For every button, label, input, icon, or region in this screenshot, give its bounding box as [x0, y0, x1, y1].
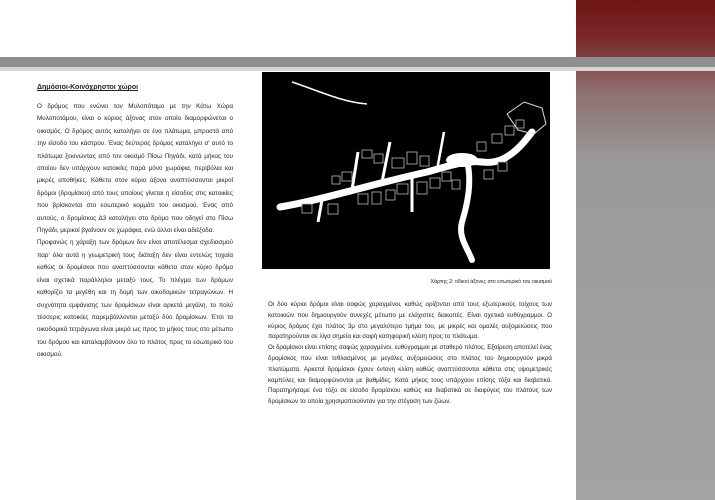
right-text-column: [268, 300, 552, 408]
plateau: [446, 153, 478, 167]
road-map-drawing: [262, 72, 550, 269]
right-paragraph-1: Οι δύο κύριοι δρόμοι είναι σαφώς χαραγμένοι, καθώς ορίζονται από τους εξωτερικούς τοίχους των κατοικιών που δημιουργούν συνεχές μέτωπο με ελάχιστες διακοπές. Είναι σχετικά ευθύγραμμοι. Ο κύριος δρόμος έχει πλάτος 3μ στο μεγαλύτερο τμήμα του, με μικρές και ομαλές αυξομειώσεις που παρατηρούνται σε λίγα σημεία και σαφή κατηφορική κλίση προς το πλάτωμα.: [268, 301, 552, 341]
header-divider-bar: [0, 57, 715, 67]
right-paragraph-2: Οι δρομίσκοι είναι επίσης σαφώς χαραγμένοι, ευθύγραμμοι με σταθερό πλάτος. Εξαίρεση αποτελεί ένας δρομίσκος που είναι τεθλασμένος με μεγάλες αυξομειώσεις στο πλάτος του δημιουργούν μικρά πλατώματα. Αρκετοί δρομίσκοι έχουν έντονη κλίση καθώς αναπτύσσονται κάθετα στις υψομετρικές καμπύλες και διαμορφώνονται με βαθμίδες. Κατά μήκος τους υπάρχουν επίσης τόξα και διαβατικά. Παρατηρήσαμε ένα τόξο σε είσοδο δρομίσκου καθώς και διαβατικά σε διαφύγεις του πλάτους των δρομίσκων τα οποία χρησιμοποιούνταν για την στέγαση των ζώων.: [268, 344, 552, 406]
decorative-side-band: [576, 0, 715, 500]
section-heading: Δημόσιοι-Κοινόχρηστοι χώροι: [37, 84, 139, 91]
header-divider-shadow: [0, 67, 715, 71]
left-text-column: [37, 84, 233, 362]
map-caption: Χάρτης 2: οδικοί άξονες στο εσωτερικό του οικισμού: [430, 279, 552, 285]
left-paragraph-2: Προφανώς η χάραξη των δρόμων δεν είναι αποτέλεσμα σχεδιασμού παρ' όλα αυτά η γεωμετρική τους διάταξη δεν είναι εντελώς τυχαία καθώς οι δρομίσκοι που αναπτύσσονται κάθετα στον κύριο δρόμο είναι σχετικά παράλληλοι μεταξύ τους. Το πλέγμα των δρόμων καθορίζει τα μεγέθη και τη δομή των οικοδομικών τετραγώνων. Η συχνότητα εμφάνισης των δρομίσκων είναι αρκετά μεγάλη, το πολύ τέσσερις κατοικίες παρεμβάλλονται μεταξύ δύο δρομίσκων. Έτσι τα οικοδομικά τετράγωνα είναι μικρά ως προς το μήκος τους στο μέτωπο του δρόμου και καταλαμβάνουν όλο το πλάτος προς το εσωτερικό του οικισμού.: [37, 239, 233, 359]
settlement-road-map: [262, 72, 550, 269]
left-paragraph-1: Ο δρόμος που ενώνει τον Μυλοπόταμο με την Κάτω Χώρα Μυλοποτάμου, είναι ο κύριος άξονας στον οποίο διαμορφώνεται ο οικισμός. Ο δρόμος αυτός καταλήγει σε ένα πλάτωμα, μπροστά από την είσοδο του κάστρου. Ένας δεύτερος δρόμος καταλήγει σ' αυτό το πλάτωμα ξεκινώντας από τον οικισμό Πίσω Πηγάδι, κατά μήκος του οποίου δεν υπάρχουν κατοικίες παρά μόνο χωράφια, περιβόλια και μικρές αποθήκες. Κάθετα στον κύριο άξονα αναπτύσσονται μικροί δρόμοι (δρομίσκοι) από τους οποίους γίνεται η είσοδος στις κατοικίες που βρίσκονται στο εσωτερικό κομμάτι του οικισμού. Ένας από αυτούς, ο δρομίσκος Δ3 καταλήγει στο δρόμο που οδηγεί στο Πίσω Πηγάδι, μερικοί βγαίνουν σε χωράφια, ενώ άλλοι είναι αδιέξοδα.: [37, 103, 233, 235]
